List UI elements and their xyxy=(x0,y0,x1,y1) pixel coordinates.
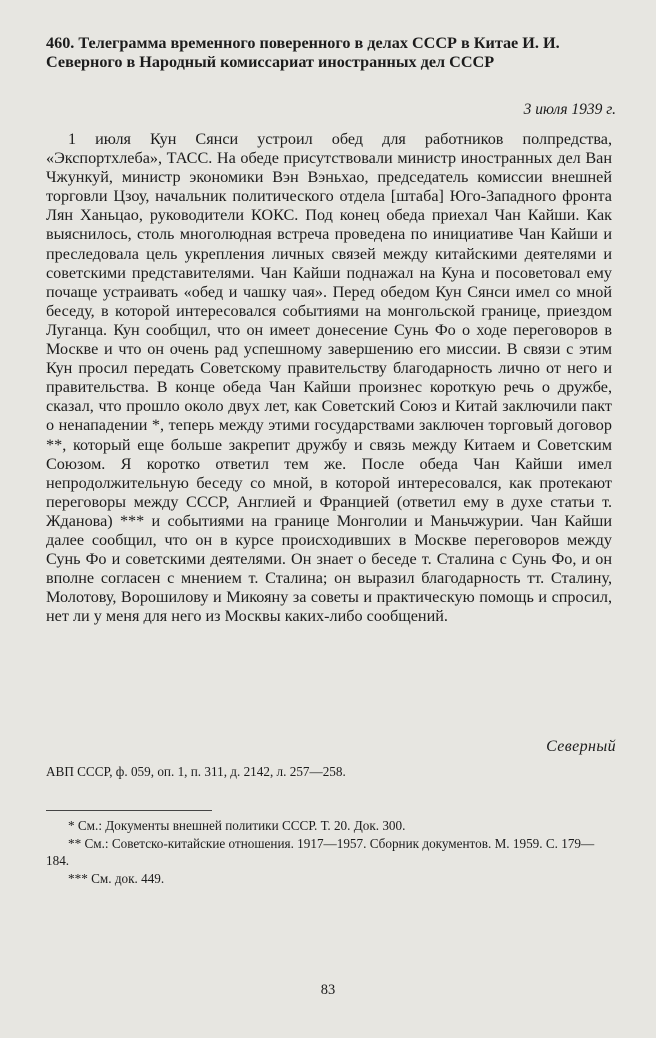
body-paragraph: 1 июля Кун Сянси устроил обед для работников полпредства, «Экспортхлеба», ТАСС. На обеде присутствовали министр иностранных дел Ван Чжункуй, министр экономики Вэн Вэньхао, председатель комиссии внешней торговли Цзоу, начальник политического отдела [штаба] Юго-Западного фронта Лян Ханьцао, руководители КОКС. Под конец обеда приехал Чан Кайши. Как выяснилось, столь многолюдная встреча проведена по инициативе Чан Кайши и преследовала цель укрепления личных связей между китайскими деятелями и советскими представителями. Чан Кайши поднажал на Куна и посоветовал ему почаще устраивать «обед и чашку чая». Перед обедом Кун Сянси имел со мной беседу, в которой интересовался событиями на монгольской границе, приездом Луганца. Кун сообщил, что он имеет донесение Сунь Фо о ходе переговоров в Москве и что он очень рад успешному завершению его миссии. В связи с этим Кун просил передать Советскому правительству благодарность лично от него и правительства. В конце обеда Чан Кайши произнес короткую речь о дружбе, сказал, что прошло около двух лет, как Советский Союз и Китай заключили пакт о ненападении *, теперь между этими государствами заключен торговый договор **, который еще больше закрепит дружбу и связь между Китаем и Советским Союзом. Я коротко ответил тем же. После обеда Чан Кайши имел непродолжительную беседу со мной, в которой интересовался, как протекают переговоры между СССР, Англией и Францией (ответил ему в духе статьи т. Жданова) *** и событиями на границе Монголии и Маньчжурии. Чан Кайши далее сообщил, что он в курсе происходивших в Москве переговоров между Сунь Фо и советскими деятелями. Он знает о беседе т. Сталина с Сунь Фо, и он вполне согласен с мнением т. Сталина; он выразил благодарность тт. Сталину, Молотову, Ворошилову и Микояну за советы и практическую помощь и спросил, нет ли у меня для него из Москвы каких-либо сообщений. xyxy=(46,130,612,626)
footnote-1: * См.: Документы внешней политики СССР. Т. 20. Док. 300. xyxy=(68,818,406,833)
footnote-3: *** См. док. 449. xyxy=(68,870,165,886)
document-body xyxy=(46,130,612,626)
archive-reference: АВП СССР, ф. 059, оп. 1, п. 311, д. 2142, л. 257—258. xyxy=(46,764,346,779)
footnote-divider xyxy=(46,810,212,811)
page-number: 83 xyxy=(320,982,336,998)
footnotes xyxy=(46,817,612,887)
signature: Северный xyxy=(546,738,616,755)
document-date: 3 июля 1939 г. xyxy=(523,101,616,118)
document-title: 460. Телеграмма временного поверенного в делах СССР в Китае И. И. Северного в Народный комиссариат иностранных дел СССР xyxy=(46,34,560,71)
footnote-2: ** См.: Советско-китайские отношения. 1917—1957. Сборник документов. М. 1959. С. 179—184. xyxy=(46,835,595,869)
